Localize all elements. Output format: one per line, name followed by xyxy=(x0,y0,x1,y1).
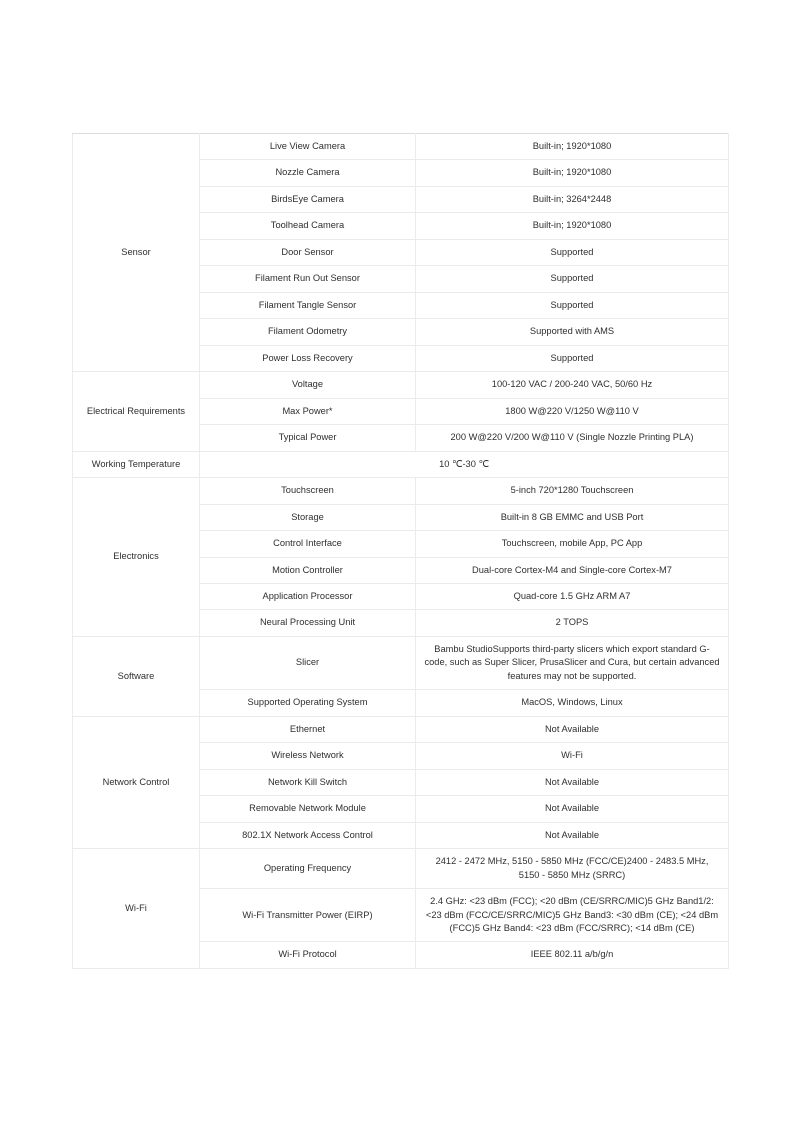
spec-value-cell: 2412 - 2472 MHz, 5150 - 5850 MHz (FCC/CE)2400 - 2483.5 MHz, 5150 - 5850 MHz (SRRC) xyxy=(416,849,729,889)
group-label-0: Sensor xyxy=(73,134,200,372)
spec-key-cell: Ethernet xyxy=(200,716,416,742)
group-label-1: Electrical Requirements xyxy=(73,372,200,451)
spec-key-cell: Voltage xyxy=(200,372,416,398)
spec-value-cell: Touchscreen, mobile App, PC App xyxy=(416,531,729,557)
spec-value-cell: Built-in 8 GB EMMC and USB Port xyxy=(416,504,729,530)
spec-key-cell: Wireless Network xyxy=(200,743,416,769)
spec-key-cell: Filament Odometry xyxy=(200,319,416,345)
table-row xyxy=(73,451,729,477)
spec-value-cell: Built-in; 3264*2448 xyxy=(416,186,729,212)
spec-key-cell: Supported Operating System xyxy=(200,690,416,716)
spec-value-cell: Built-in; 1920*1080 xyxy=(416,134,729,160)
spec-value-cell: MacOS, Windows, Linux xyxy=(416,690,729,716)
spec-value-cell: Supported xyxy=(416,345,729,371)
spec-key-cell: 802.1X Network Access Control xyxy=(200,822,416,848)
spec-key-cell: Control Interface xyxy=(200,531,416,557)
spec-value-cell: 5-inch 720*1280 Touchscreen xyxy=(416,478,729,504)
table-row xyxy=(73,372,729,398)
spanning-value-cell: 10 ℃-30 ℃ xyxy=(200,451,729,477)
spec-key-cell: Removable Network Module xyxy=(200,796,416,822)
spec-key-cell: BirdsEye Camera xyxy=(200,186,416,212)
spec-value-cell: Not Available xyxy=(416,796,729,822)
table-row xyxy=(73,716,729,742)
spec-value-cell: Not Available xyxy=(416,769,729,795)
spec-value-cell: Built-in; 1920*1080 xyxy=(416,160,729,186)
group-label-5: Network Control xyxy=(73,716,200,848)
spec-key-cell: Wi-Fi Protocol xyxy=(200,942,416,968)
group-label-3: Electronics xyxy=(73,478,200,637)
spec-value-cell: Bambu StudioSupports third-party slicers which export standard G-code, such as Super Slicer, PrusaSlicer and Cura, but certain advanced features may not be supported. xyxy=(416,636,729,689)
spec-key-cell: Typical Power xyxy=(200,425,416,451)
spec-value-cell: Supported xyxy=(416,292,729,318)
spec-key-cell: Live View Camera xyxy=(200,134,416,160)
spec-value-cell: 2.4 GHz: <23 dBm (FCC); <20 dBm (CE/SRRC/MIC)5 GHz Band1/2: <23 dBm (FCC/CE/SRRC/MIC)5 GHz Band3: <30 dBm (CE); <24 dBm (FCC)5 GHz Band4: <23 dBm (FCC/SRRC); <14 dBm (CE) xyxy=(416,889,729,942)
spec-key-cell: Slicer xyxy=(200,636,416,689)
spec-value-cell: Built-in; 1920*1080 xyxy=(416,213,729,239)
spec-value-cell: Supported xyxy=(416,239,729,265)
spec-key-cell: Toolhead Camera xyxy=(200,213,416,239)
spec-key-cell: Filament Run Out Sensor xyxy=(200,266,416,292)
spec-value-cell: 1800 W@220 V/1250 W@110 V xyxy=(416,398,729,424)
spec-key-cell: Storage xyxy=(200,504,416,530)
spec-value-cell: IEEE 802.11 a/b/g/n xyxy=(416,942,729,968)
table-body xyxy=(73,134,729,969)
spec-key-cell: Wi-Fi Transmitter Power (EIRP) xyxy=(200,889,416,942)
group-label-2: Working Temperature xyxy=(73,451,200,477)
spec-key-cell: Application Processor xyxy=(200,583,416,609)
group-label-6: Wi-Fi xyxy=(73,849,200,969)
spec-value-cell: 200 W@220 V/200 W@110 V (Single Nozzle Printing PLA) xyxy=(416,425,729,451)
spec-key-cell: Door Sensor xyxy=(200,239,416,265)
spec-key-cell: Filament Tangle Sensor xyxy=(200,292,416,318)
group-label-4: Software xyxy=(73,636,200,716)
table-row xyxy=(73,636,729,689)
spec-key-cell: Motion Controller xyxy=(200,557,416,583)
spec-key-cell: Power Loss Recovery xyxy=(200,345,416,371)
spec-value-cell: 2 TOPS xyxy=(416,610,729,636)
spec-value-cell: Wi-Fi xyxy=(416,743,729,769)
specification-table xyxy=(72,133,729,969)
spec-value-cell: Not Available xyxy=(416,822,729,848)
spec-key-cell: Nozzle Camera xyxy=(200,160,416,186)
table-row xyxy=(73,134,729,160)
spec-key-cell: Neural Processing Unit xyxy=(200,610,416,636)
spec-value-cell: Dual-core Cortex-M4 and Single-core Cortex-M7 xyxy=(416,557,729,583)
spec-key-cell: Max Power* xyxy=(200,398,416,424)
table-row xyxy=(73,849,729,889)
spec-value-cell: Quad-core 1.5 GHz ARM A7 xyxy=(416,583,729,609)
spec-key-cell: Operating Frequency xyxy=(200,849,416,889)
spec-value-cell: Not Available xyxy=(416,716,729,742)
spec-table-container xyxy=(72,133,728,969)
spec-key-cell: Touchscreen xyxy=(200,478,416,504)
spec-key-cell: Network Kill Switch xyxy=(200,769,416,795)
table-row xyxy=(73,478,729,504)
spec-value-cell: Supported with AMS xyxy=(416,319,729,345)
spec-value-cell: Supported xyxy=(416,266,729,292)
spec-value-cell: 100-120 VAC / 200-240 VAC, 50/60 Hz xyxy=(416,372,729,398)
